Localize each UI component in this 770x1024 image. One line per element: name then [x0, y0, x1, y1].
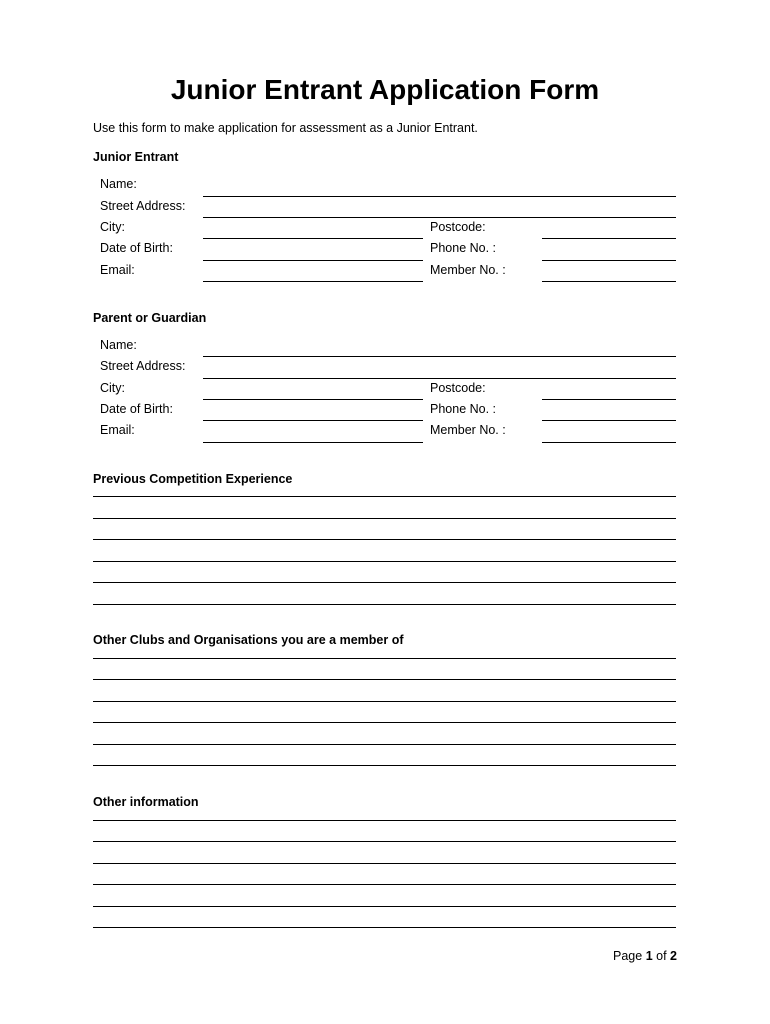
junior-phone-field[interactable]	[542, 260, 676, 261]
page-of-label: of	[656, 949, 667, 963]
other-info-line[interactable]	[93, 906, 676, 907]
junior-name-label: Name:	[100, 177, 137, 191]
clubs-heading: Other Clubs and Organisations you are a member of	[93, 633, 404, 647]
page-label: Page	[613, 949, 643, 963]
intro-text: Use this form to make application for assessment as a Junior Entrant.	[93, 121, 478, 135]
parent-member-label: Member No. :	[430, 423, 506, 437]
parent-phone-label: Phone No. :	[430, 402, 497, 416]
junior-dob-label: Date of Birth:	[100, 241, 173, 255]
junior-email-field[interactable]	[203, 281, 423, 282]
parent-guardian-heading: Parent or Guardian	[93, 311, 207, 325]
parent-city-label: City:	[100, 381, 125, 395]
experience-line[interactable]	[93, 604, 676, 605]
parent-postcode-label: Postcode:	[430, 381, 486, 395]
other-info-line[interactable]	[93, 841, 676, 842]
experience-line[interactable]	[93, 518, 676, 519]
parent-name-label: Name:	[100, 338, 137, 352]
experience-line[interactable]	[93, 496, 676, 497]
junior-dob-field[interactable]	[203, 260, 423, 261]
parent-street-label: Street Address:	[100, 359, 186, 373]
parent-name-field[interactable]	[203, 356, 676, 357]
parent-phone-field[interactable]	[542, 420, 676, 421]
clubs-line[interactable]	[93, 701, 676, 702]
clubs-line[interactable]	[93, 744, 676, 745]
other-info-line[interactable]	[93, 884, 676, 885]
clubs-line[interactable]	[93, 722, 676, 723]
experience-heading: Previous Competition Experience	[93, 472, 293, 486]
junior-street-label: Street Address:	[100, 199, 186, 213]
experience-line[interactable]	[93, 561, 676, 562]
clubs-line[interactable]	[93, 765, 676, 766]
other-info-line[interactable]	[93, 863, 676, 864]
junior-city-label: City:	[100, 220, 125, 234]
form-title: Junior Entrant Application Form	[170, 74, 600, 105]
page-number	[613, 948, 677, 964]
junior-postcode-field[interactable]	[542, 238, 676, 239]
other-info-line[interactable]	[93, 927, 676, 928]
parent-city-field[interactable]	[203, 399, 423, 400]
page-total: 2	[670, 949, 677, 963]
junior-phone-label: Phone No. :	[430, 241, 497, 255]
junior-email-label: Email:	[100, 263, 135, 277]
parent-dob-field[interactable]	[203, 420, 423, 421]
experience-line[interactable]	[93, 539, 676, 540]
junior-name-field[interactable]	[203, 196, 676, 197]
parent-email-label: Email:	[100, 423, 135, 437]
parent-member-field[interactable]	[542, 442, 676, 443]
other-info-heading: Other information	[93, 795, 199, 809]
parent-street-field[interactable]	[203, 378, 676, 379]
page-current: 1	[645, 949, 653, 963]
junior-city-field[interactable]	[203, 238, 423, 239]
junior-postcode-label: Postcode:	[430, 220, 486, 234]
clubs-line[interactable]	[93, 658, 676, 659]
parent-postcode-field[interactable]	[542, 399, 676, 400]
other-info-line[interactable]	[93, 820, 676, 821]
junior-street-field[interactable]	[203, 217, 676, 218]
junior-member-field[interactable]	[542, 281, 676, 282]
junior-member-label: Member No. :	[430, 263, 506, 277]
junior-entrant-heading: Junior Entrant	[93, 150, 179, 164]
parent-email-field[interactable]	[203, 442, 423, 443]
parent-dob-label: Date of Birth:	[100, 402, 173, 416]
experience-line[interactable]	[93, 582, 676, 583]
clubs-line[interactable]	[93, 679, 676, 680]
